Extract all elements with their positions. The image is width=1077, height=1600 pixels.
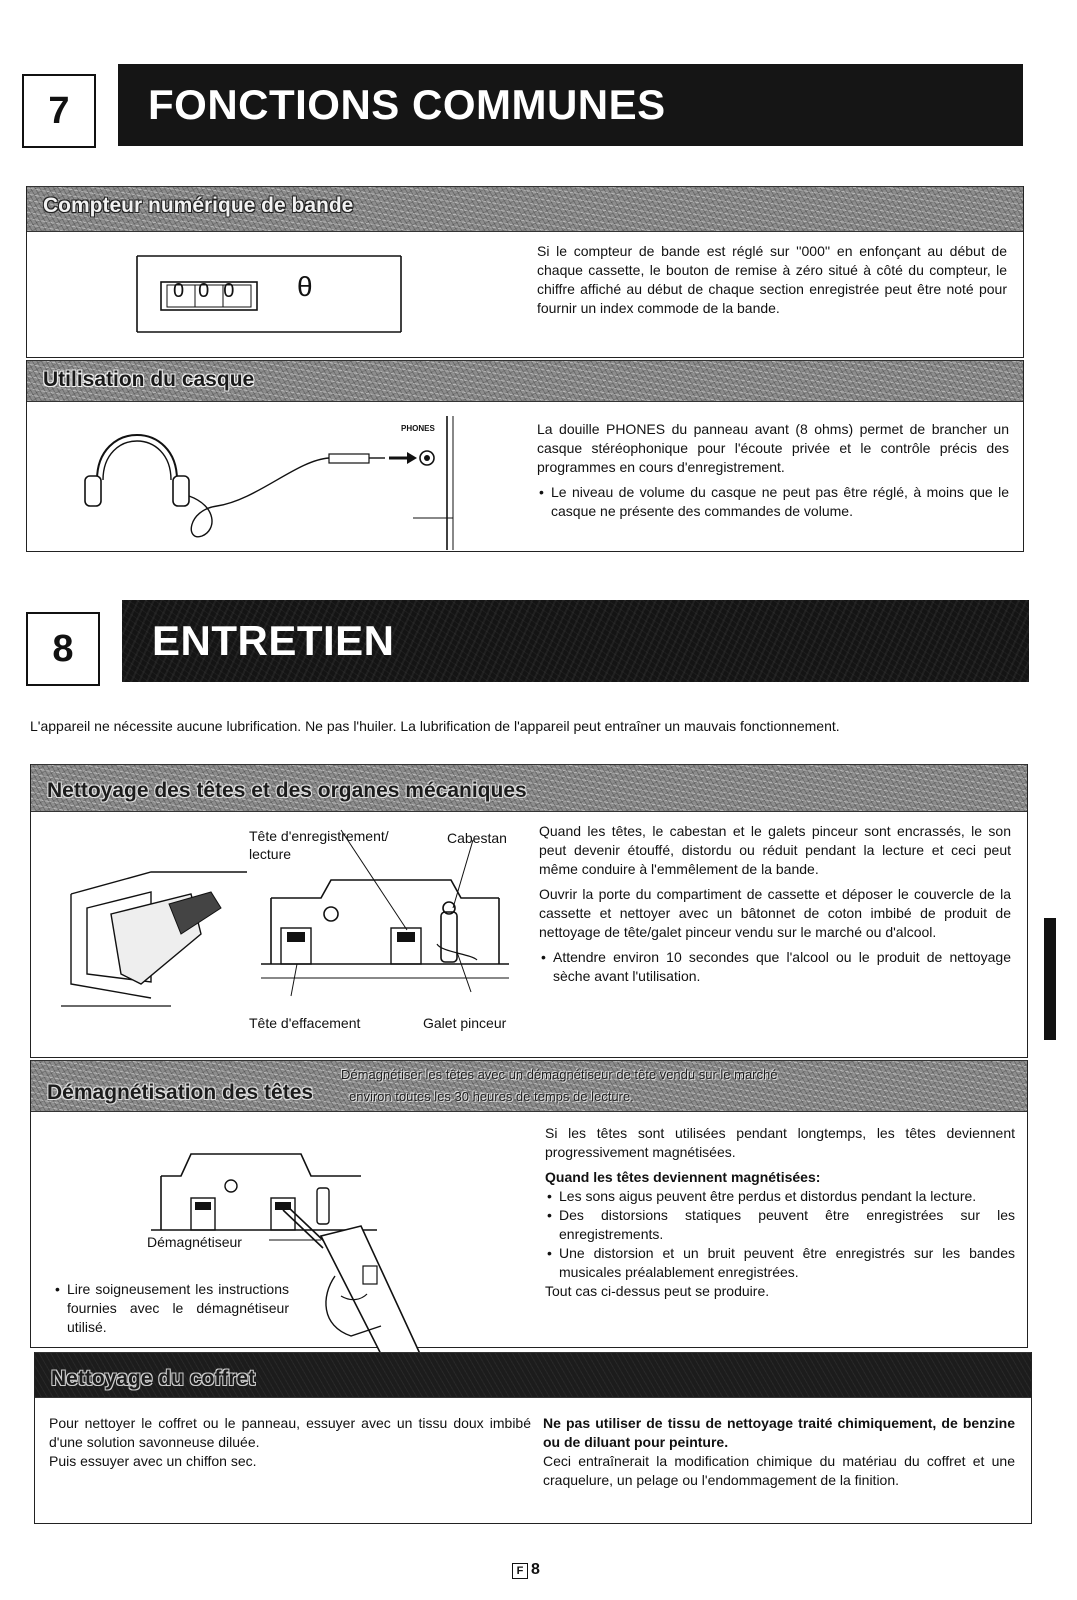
cabinet-cleaning-left-text: [49, 1414, 531, 1477]
demagnetizer-instruction: [53, 1280, 289, 1343]
demagnetizer-instruction-bullet: • Lire soigneusement les instructions fournies avec le démagnétiseur utilisé.: [53, 1280, 289, 1337]
demagnetization-heading: Quand les têtes deviennent magnétisées:: [545, 1169, 821, 1185]
head-cleaning-bullet: • Attendre environ 10 secondes que l'alcool ou le produit de nettoyage sèche avant l'utilisation.: [539, 948, 1011, 986]
record-head-label-line2: lecture: [249, 846, 292, 862]
section-header-bar: [31, 1060, 1027, 1112]
section-header-bar: [27, 360, 1023, 402]
headphones-paragraph: La douille PHONES du panneau avant (8 ohms) permet de brancher un casque stéréophonique pour l'écoute privée et le contrôle précis des programmes en cours d'enregistrement.: [537, 421, 1009, 475]
section-header-bar: [31, 764, 1027, 812]
pinch-roller-label: Galet pinceur: [423, 1015, 507, 1031]
cabinet-cleaning-paragraph-1: Pour nettoyer le coffret ou le panneau, essuyer avec un tissu doux imbibé d'une solution savonneuse diluée.: [49, 1415, 531, 1450]
chapter-title: FONCTIONS COMMUNES: [118, 64, 1023, 146]
headphones-section: [26, 360, 1024, 552]
maintenance-intro: L'appareil ne nécessite aucune lubrification. Ne pas l'huiler. La lubrification de l'appareil peut entraîner un mauvais fonctionnement.: [30, 718, 840, 734]
section-subtitle-line1: Démagnétiser les têtes avec un démagnétiseur de tête vendu sur le marché: [341, 1067, 778, 1082]
capstan-label: Cabestan: [447, 830, 507, 846]
chapter-number: 7: [22, 74, 96, 148]
cabinet-cleaning-right-text: [543, 1414, 1015, 1496]
counter-section: [26, 186, 1024, 358]
section-header-bar: [35, 1352, 1031, 1398]
chapter-number: 8: [26, 612, 100, 686]
head-cleaning-paragraph-2: Ouvrir la porte du compartiment de cassette et déposer le couvercle de la cassette et nettoyer avec un bâtonnet de coton imbibé de produit de nettoyage de tête/galet pinceur vendu sur le marché ou d'alcool.: [539, 886, 1011, 940]
section-title: Compteur numérique de bande: [43, 194, 354, 217]
section-title: Démagnétisation des têtes: [47, 1081, 314, 1104]
demagnetization-section: [30, 1060, 1028, 1348]
page-number: 8: [531, 1561, 540, 1578]
phones-jack-label: PHONES: [401, 424, 435, 433]
section-title: Nettoyage des têtes et des organes mécaniques: [47, 779, 527, 802]
section-header-bar: [27, 186, 1023, 232]
demagnetization-closing: Tout cas ci-dessus peut se produire.: [545, 1283, 770, 1299]
cabinet-cleaning-warning: Ne pas utiliser de tissu de nettoyage traité chimiquement, de benzine ou de diluant pour peinture.: [543, 1415, 1015, 1450]
chapter-title: ENTRETIEN: [122, 600, 1029, 682]
head-cleaning-text: [539, 822, 1011, 992]
head-cleaning-paragraph-1: Quand les têtes, le cabestan et le galets pinceur sont encrassés, le son peut devenir étouffé, distordu ou réduit pendant la lecture et ceci peut même conduire à l'emmêlement de la bande.: [539, 823, 1011, 877]
demagnetization-bullet-1: • Les sons aigus peuvent être perdus et distordus pendant la lecture.: [545, 1187, 1015, 1206]
thumb-index-tab: [1044, 918, 1056, 1040]
section-title: Utilisation du casque: [43, 368, 255, 391]
section-title: Nettoyage du coffret: [51, 1367, 256, 1390]
counter-text: Si le compteur de bande est réglé sur ''000'' en enfonçant au début de chaque cassette, le bouton de remise à zéro situé à côté du compteur, le chiffre affiché au début de chaque section enregistrée peut être noté pour fournir un index commode de la bande.: [537, 243, 1007, 316]
headphones-bullet: • Le niveau de volume du casque ne peut pas être réglé, à moins que le casque ne présente des commandes de volume.: [537, 483, 1009, 521]
cabinet-cleaning-consequence: Ceci entraînerait la modification chimique du matériau du coffret et une craquelure, un pelage ou l'endommagement de la finition.: [543, 1453, 1015, 1488]
counter-display: 000: [173, 280, 249, 302]
headphones-text: [537, 420, 1009, 527]
head-cleaning-section: [30, 764, 1028, 1058]
headphones-illustration: [67, 410, 457, 550]
cassette-door-illustration: [51, 864, 251, 1014]
tape-mechanism-illustration: [241, 868, 511, 1008]
demagnetization-bullet-2: • Des distorsions statiques peuvent être enregistrées sur les enregistrements.: [545, 1206, 1015, 1244]
demagnetization-text: [545, 1124, 1015, 1307]
page-language-badge: F: [512, 1563, 528, 1579]
demagnetization-paragraph: Si les têtes sont utilisées pendant longtemps, les têtes deviennent progressivement magnétisées.: [545, 1125, 1015, 1160]
counter-reset-button: θ: [297, 271, 313, 302]
demagnetizer-label: Démagnétiseur: [147, 1234, 242, 1250]
erase-head-label: Tête d'effacement: [249, 1015, 361, 1031]
record-head-label: Tête d'enregistrement/: [249, 828, 389, 844]
demagnetization-bullet-3: • Une distorsion et un bruit peuvent être enregistrés sur les bandes musicales préalablement enregistrées.: [545, 1244, 1015, 1282]
cabinet-cleaning-section: [34, 1352, 1032, 1524]
section-subtitle-line2: environ toutes les 30 heures de temps de lecture.: [349, 1089, 634, 1104]
cabinet-cleaning-paragraph-2: Puis essuyer avec un chiffon sec.: [49, 1453, 257, 1469]
